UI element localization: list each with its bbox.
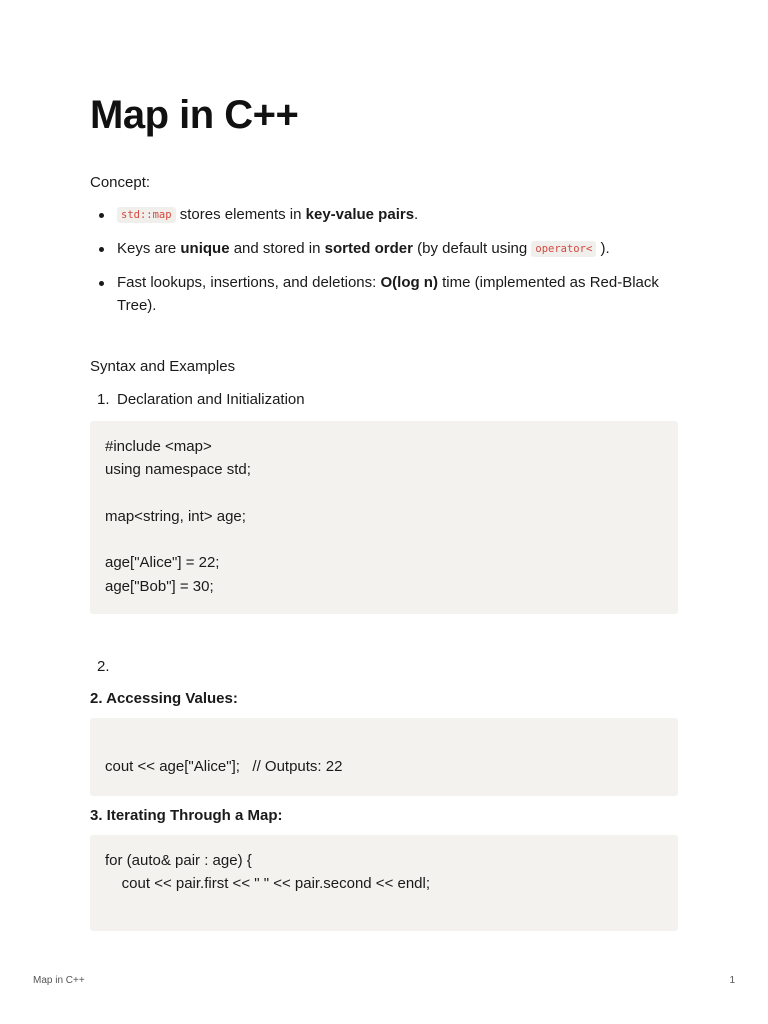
bullet-item [90, 203, 678, 227]
bullet-text: and stored in [229, 240, 325, 257]
bullet-text: Keys are [117, 240, 181, 257]
bullet-text: ). [596, 240, 610, 257]
inline-code: operator< [531, 241, 596, 257]
code-block-accessing: cout << age["Alice"]; // Outputs: 22 [90, 718, 678, 796]
inline-code: std::map [117, 207, 176, 223]
bullet-text: time (implemented as Red-Black Tree). [117, 274, 659, 314]
syntax-heading: Syntax and Examples [90, 358, 236, 375]
bold-text: O(log n) [380, 274, 438, 291]
concept-bullet-list [90, 203, 678, 327]
page-number: 1 [729, 975, 735, 986]
bullet-text: (by default using [412, 240, 532, 257]
bold-text: unique [180, 240, 230, 257]
concept-label: Concept: [90, 174, 151, 191]
section-heading-accessing: 2. Accessing Values: [90, 690, 238, 707]
bold-text: sorted order [324, 240, 413, 257]
numbered-item [97, 388, 305, 411]
item-number: 2. [97, 658, 110, 675]
code-block-iterating: for (auto& pair : age) { cout << pair.first << " " << pair.second << endl; [90, 835, 678, 931]
bold-text: key-value pairs [305, 206, 415, 223]
bullet-item [90, 271, 678, 317]
bullet-text: Fast lookups, insertions, and deletions: [117, 274, 381, 291]
bullet-item [90, 237, 678, 261]
page-title: Map in C++ [90, 93, 299, 137]
numbered-item [97, 655, 117, 678]
section-heading-iterating: 3. Iterating Through a Map: [90, 807, 283, 824]
bullet-text: stores elements in [175, 206, 306, 223]
item-number: 1. [97, 391, 110, 408]
bullet-text: . [414, 206, 419, 223]
code-block-declaration: #include <map> using namespace std; map<string, int> age; age["Alice"] = 22; age["Bob"] = 30; [90, 421, 678, 614]
footer-title: Map in C++ [33, 975, 85, 986]
item-text: Declaration and Initialization [117, 391, 305, 408]
